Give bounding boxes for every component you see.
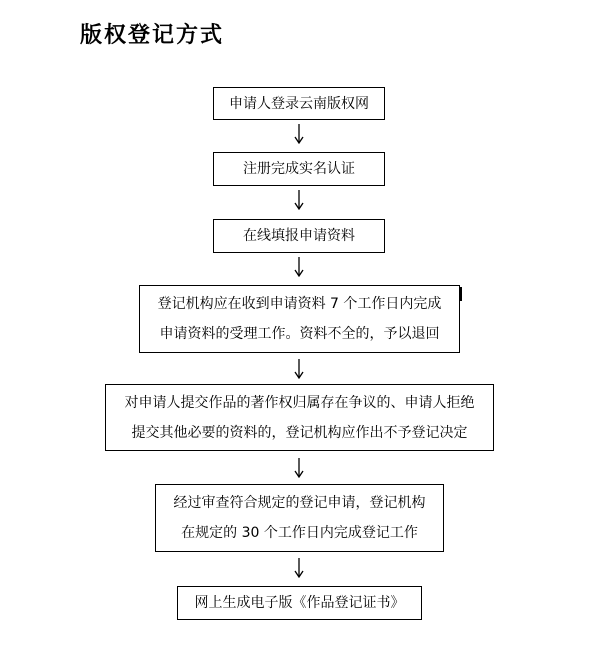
border-tick [460,287,462,301]
step-register-box [213,152,385,186]
step-accept-text-line2: 申请资料的受理工作。资料不全的，予以退回 [159,326,440,342]
step-reject-box [105,384,494,451]
step-register-text: 注册完成实名认证 [243,161,355,177]
arrow-down-icon [294,558,304,578]
step-review-box [155,484,444,552]
page-title: 版权登记方式 [80,22,225,48]
step-review-text-line2: 在规定的 30 个工作日内完成登记工作 [181,525,418,541]
arrow-down-icon [294,257,304,277]
step-certificate-text: 网上生成电子版《作品登记证书》 [194,595,405,611]
step-login-text: 申请人登录云南版权网 [229,95,369,112]
step-reject-text-line2: 提交其他必要的资料的，登记机构应作出不予登记决定 [131,424,468,441]
step-review-text-line1: 经过审查符合规定的登记申请，登记机构 [173,495,426,511]
step-fill-text: 在线填报申请资料 [243,228,355,244]
step-accept-box [139,285,460,353]
arrow-down-icon [294,190,304,210]
arrow-down-icon [294,359,304,379]
step-certificate-box [177,586,422,620]
arrow-down-icon [294,458,304,478]
arrow-down-icon [294,124,304,144]
step-fill-box [213,219,385,253]
step-login-box [213,87,385,120]
step-accept-text-line1: 登记机构应在收到申请资料 7 个工作日内完成 [157,296,442,312]
step-reject-text-line1: 对申请人提交作品的著作权归属存在争议的、申请人拒绝 [124,394,475,411]
